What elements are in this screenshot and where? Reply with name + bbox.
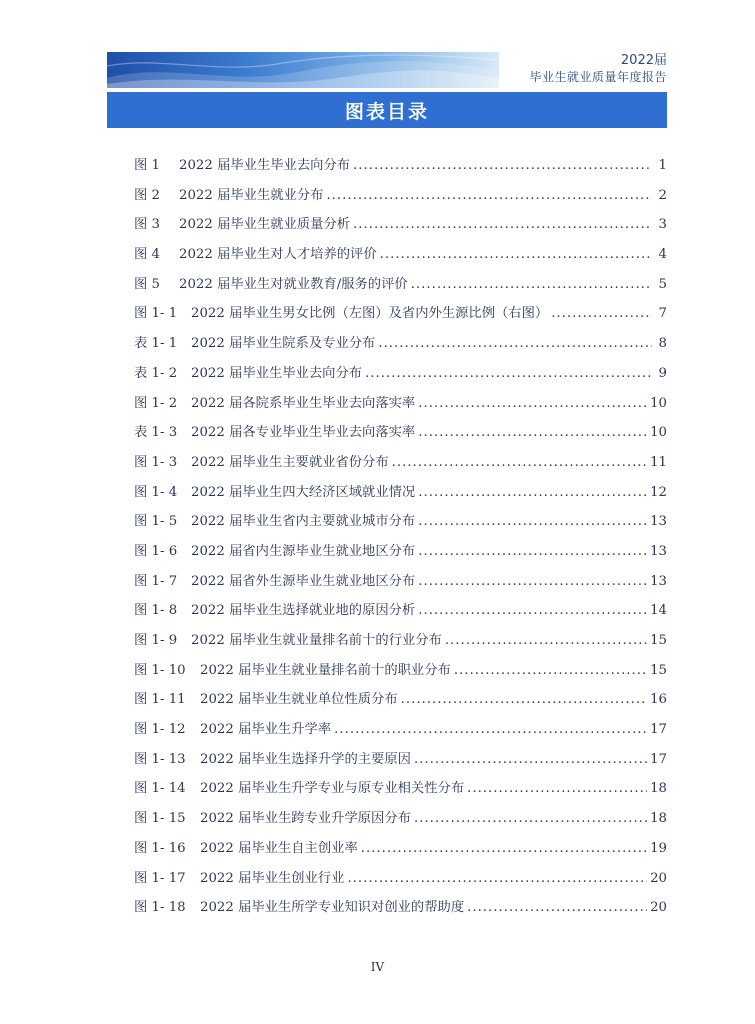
toc-leader-dots <box>353 158 652 173</box>
toc-entry-title: 2022 届毕业生就业单位性质分布 <box>200 692 398 708</box>
toc-entry[interactable] <box>134 213 667 243</box>
toc-entry-page: 20 <box>650 870 667 886</box>
toc-entry-page: 10 <box>650 425 667 441</box>
toc-entry-page: 8 <box>658 336 667 352</box>
toc-entry-label: 表 1- 1 <box>134 336 178 352</box>
toc-leader-dots <box>414 752 647 767</box>
toc-entry[interactable] <box>134 896 667 926</box>
toc-entry-page: 15 <box>650 662 667 678</box>
toc-entry[interactable] <box>134 362 667 392</box>
toc-entry[interactable] <box>134 688 667 718</box>
toc-entry-page: 19 <box>650 840 667 856</box>
toc-entry-title: 2022 届毕业生所学专业知识对创业的帮助度 <box>200 900 465 916</box>
toc-leader-dots <box>411 277 652 292</box>
toc-leader-dots <box>418 574 647 589</box>
toc-entry[interactable] <box>134 154 667 184</box>
toc-entry-page: 13 <box>650 573 667 589</box>
toc-entry-label: 图 4 <box>134 247 160 263</box>
toc-entry-title: 2022 届毕业生就业量排名前十的职业分布 <box>200 662 451 678</box>
toc-entry-title: 2022 届各院系毕业生毕业去向落实率 <box>191 395 416 411</box>
toc-entry[interactable] <box>134 481 667 511</box>
toc-entry-label: 图 1- 2 <box>134 395 178 411</box>
toc-entry-label: 图 1- 17 <box>134 870 186 886</box>
toc-entry-label: 表 1- 3 <box>134 425 178 441</box>
toc-leader-dots <box>353 217 652 232</box>
toc-entry-page: 9 <box>658 365 667 381</box>
toc-entry[interactable] <box>134 807 667 837</box>
toc-entry[interactable] <box>134 718 667 748</box>
toc-entry[interactable] <box>134 748 667 778</box>
toc-entry-title: 2022 届毕业生男女比例（左图）及省内外生源比例（右图） <box>191 306 549 322</box>
toc-entry-title: 2022 届毕业生升学率 <box>200 722 332 738</box>
toc-entry-label: 图 1- 11 <box>134 692 186 708</box>
report-header <box>529 52 667 86</box>
toc-entry-label: 图 5 <box>134 276 160 292</box>
toc-entry-page: 18 <box>650 811 667 827</box>
toc-entry-title: 2022 届毕业生对人才培养的评价 <box>179 247 377 263</box>
toc-entry-page: 7 <box>658 306 667 322</box>
toc-entry-label: 图 3 <box>134 217 160 233</box>
toc-entry[interactable] <box>134 570 667 600</box>
page-title: 图表目录 <box>344 100 429 123</box>
toc-leader-dots <box>365 366 652 381</box>
toc-entry[interactable] <box>134 777 667 807</box>
toc-leader-dots <box>414 811 647 826</box>
title-bar <box>107 92 667 128</box>
toc-entry-label: 图 1- 13 <box>134 751 186 767</box>
toc-entry[interactable] <box>134 629 667 659</box>
toc-entry-title: 2022 届毕业生四大经济区域就业情况 <box>191 484 416 500</box>
toc-entry-title: 2022 届毕业生毕业去向分布 <box>179 158 351 173</box>
toc-leader-dots <box>326 188 652 203</box>
toc-entry[interactable] <box>134 332 667 362</box>
toc-entry[interactable] <box>134 243 667 273</box>
toc-leader-dots <box>467 900 647 915</box>
toc-entry-page: 18 <box>650 781 667 797</box>
toc-entry-title: 2022 届毕业生就业质量分析 <box>179 217 351 233</box>
header-banner-graphic <box>107 52 499 88</box>
toc-entry-page: 17 <box>650 751 667 767</box>
toc-entry[interactable] <box>134 392 667 422</box>
toc-entry-title: 2022 届省外生源毕业生就业地区分布 <box>191 573 416 589</box>
toc-entry[interactable] <box>134 421 667 451</box>
toc-leader-dots <box>418 485 647 500</box>
header-year: 2022届 <box>620 53 667 68</box>
toc-entry[interactable] <box>134 659 667 689</box>
toc-leader-dots <box>378 336 652 351</box>
toc-entry[interactable] <box>134 451 667 481</box>
toc-entry-title: 2022 届毕业生省内主要就业城市分布 <box>191 514 416 530</box>
toc-entry-label: 图 1- 18 <box>134 900 186 916</box>
toc-entry-page: 14 <box>650 603 667 619</box>
toc-entry-label: 图 1- 12 <box>134 722 186 738</box>
toc-entry-title: 2022 届毕业生选择升学的主要原因 <box>200 751 411 767</box>
toc-entry-label: 图 1 <box>134 158 160 173</box>
toc-entry-label: 图 1- 5 <box>134 514 178 530</box>
toc-entry-page: 15 <box>650 633 667 648</box>
toc-entry-title: 2022 届毕业生对就业教育/服务的评价 <box>179 276 408 292</box>
toc-entry-label: 图 1- 1 <box>134 306 178 322</box>
toc-entry-title: 2022 届毕业生就业分布 <box>179 187 324 203</box>
toc-entry-label: 图 1- 10 <box>134 662 186 678</box>
toc-entry-page: 12 <box>650 484 667 500</box>
toc-entry-page: 4 <box>658 247 667 263</box>
toc-entry[interactable] <box>134 510 667 540</box>
toc-leader-dots <box>467 781 647 796</box>
toc-entry[interactable] <box>134 273 667 303</box>
toc-entry-page: 3 <box>658 217 667 233</box>
toc-entry-title: 2022 届毕业生选择就业地的原因分析 <box>191 603 416 619</box>
toc-leader-dots <box>418 425 647 440</box>
toc-entry-label: 图 1- 7 <box>134 573 178 589</box>
toc-entry-label: 图 1- 16 <box>134 840 186 856</box>
toc-entry-label: 表 1- 2 <box>134 365 178 381</box>
toc-entry-page: 11 <box>650 454 667 470</box>
toc-leader-dots <box>380 247 652 262</box>
toc-leader-dots <box>454 663 647 678</box>
toc-entry-title: 2022 届毕业生主要就业省份分布 <box>191 454 389 470</box>
toc-entry-label: 图 1- 8 <box>134 603 178 619</box>
header-subtitle: 毕业生就业质量年度报告 <box>529 70 667 84</box>
toc-leader-dots <box>334 722 647 737</box>
toc-entry-title: 2022 届省内生源毕业生就业地区分布 <box>191 543 416 559</box>
toc-entry-label: 图 2 <box>134 187 160 203</box>
page-number: IV <box>370 960 385 974</box>
toc-entry-title: 2022 届毕业生升学专业与原专业相关性分布 <box>200 781 465 797</box>
toc-entry[interactable] <box>134 837 667 867</box>
toc-leader-dots <box>361 841 647 856</box>
toc-entry-title: 2022 届各专业毕业生毕业去向落实率 <box>191 425 416 441</box>
toc-entry-title: 2022 届毕业生毕业去向分布 <box>191 365 363 381</box>
toc-entry-page: 2 <box>658 187 667 203</box>
toc-leader-dots <box>392 455 647 470</box>
toc-entry-page: 10 <box>650 395 667 411</box>
toc-entry-page: 5 <box>658 276 667 292</box>
toc-entry-label: 图 1- 15 <box>134 811 186 827</box>
toc-entry[interactable] <box>134 540 667 570</box>
toc-entry-title: 2022 届毕业生创业行业 <box>200 870 345 886</box>
wave-decoration <box>107 52 499 88</box>
toc-leader-dots <box>418 544 647 559</box>
toc-leader-dots <box>418 603 647 618</box>
toc-leader-dots <box>418 514 647 529</box>
toc-entry-label: 图 1- 4 <box>134 484 178 500</box>
toc-entry-label: 图 1- 3 <box>134 454 178 470</box>
toc-entry[interactable] <box>134 599 667 629</box>
toc-entry[interactable] <box>134 302 667 332</box>
toc-entry-title: 2022 届毕业生就业量排名前十的行业分布 <box>191 633 442 648</box>
toc-entry-page: 20 <box>650 900 667 916</box>
toc-entry-label: 图 1- 14 <box>134 781 186 797</box>
toc-leader-dots <box>401 692 647 707</box>
toc-leader-dots <box>551 306 652 321</box>
toc-leader-dots <box>445 633 647 648</box>
toc-entry-page: 17 <box>650 722 667 738</box>
toc-entry-page: 13 <box>650 514 667 530</box>
table-of-figures <box>134 154 667 926</box>
toc-entry-title: 2022 届毕业生自主创业率 <box>200 840 358 856</box>
toc-leader-dots <box>418 396 647 411</box>
toc-entry-title: 2022 届毕业生跨专业升学原因分布 <box>200 811 411 827</box>
toc-entry-page: 13 <box>650 543 667 559</box>
toc-entry[interactable] <box>134 867 667 897</box>
toc-entry-page: 1 <box>658 158 667 173</box>
toc-leader-dots <box>347 871 647 886</box>
toc-entry-label: 图 1- 6 <box>134 543 178 559</box>
toc-entry-title: 2022 届毕业生院系及专业分布 <box>191 336 376 352</box>
toc-entry-label: 图 1- 9 <box>134 633 178 648</box>
toc-entry[interactable] <box>134 184 667 214</box>
toc-entry-page: 16 <box>650 692 667 708</box>
